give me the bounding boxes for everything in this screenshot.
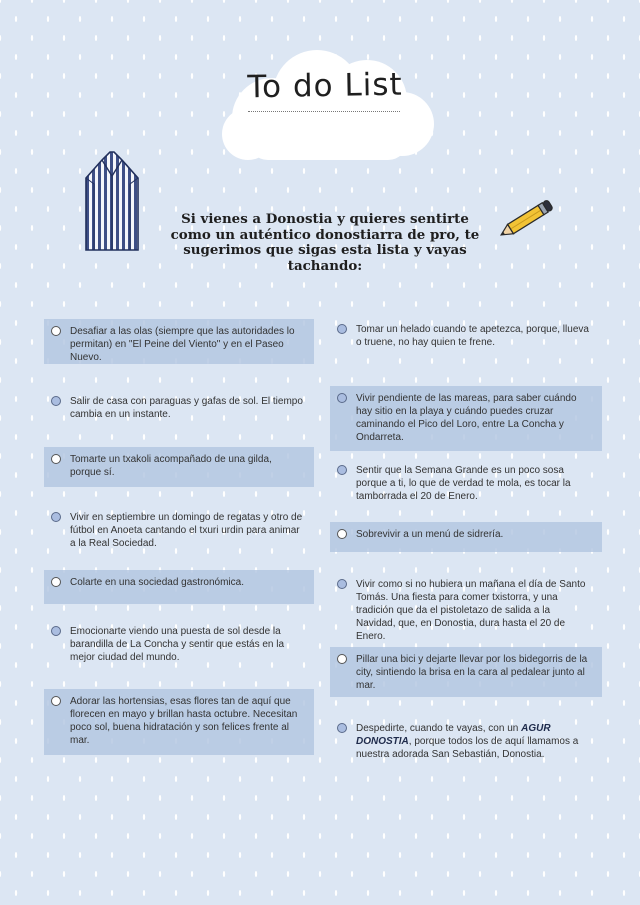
todo-item [44, 619, 314, 669]
todo-item-text: Salir de casa con paraguas y gafas de sol. El tiempo cambia en un instante. [70, 396, 303, 420]
todo-item [330, 458, 602, 508]
circle-checkbox-icon[interactable] [51, 626, 61, 636]
todo-item-text: Tomar un helado cuando te apetezca, porque, llueva o truene, no hay quien te frene. [356, 324, 589, 348]
intro-text: Si vienes a Donostia y quieres sentirte como un auténtico donostiarra de pro, te sugerimos que sigas esta lista y vayas tachando: [170, 211, 480, 274]
circle-checkbox-icon[interactable] [51, 454, 61, 464]
circle-checkbox-icon[interactable] [337, 529, 347, 539]
todo-item-text: Adorar las hortensias, esas flores tan de aquí que florecen en mayo y brillan hasta octubre. Necesitan poco sol, buena hidratación y son felices frente al mar. [70, 696, 298, 746]
circle-checkbox-icon[interactable] [51, 326, 61, 336]
todo-item [44, 389, 314, 429]
todo-item-text: Sentir que la Semana Grande es un poco sosa porque a ti, lo que de verdad te mola, es tocar la tamborrada el 20 de Enero. [356, 465, 571, 502]
todo-item-text: Vivir pendiente de las mareas, para saber cuándo hay sitio en la playa y cuándo puedes cruzar caminando el Pico del Loro, entre La Concha y Ondarreta. [356, 393, 577, 443]
page-title: To do List [247, 66, 403, 106]
circle-checkbox-icon[interactable] [337, 723, 347, 733]
pencil-icon [494, 196, 558, 244]
todo-item-text: Pillar una bici y dejarte llevar por los bidegorris de la city, sintiendo la brisa en la cara al pedalear junto al mar. [356, 654, 588, 691]
todo-item [330, 716, 602, 768]
todo-item [330, 317, 602, 357]
todo-item-text: Sobrevivir a un menú de sidrería. [356, 529, 504, 540]
circle-checkbox-icon[interactable] [51, 696, 61, 706]
circle-checkbox-icon[interactable] [51, 577, 61, 587]
todo-item-text: Desafiar a las olas (siempre que las autoridades lo permitan) en "El Peine del Viento" y en el Paseo Nuevo. [70, 326, 295, 363]
circle-checkbox-icon[interactable] [337, 324, 347, 334]
agur-donostia-highlight: AGUR DONOSTIA [356, 723, 551, 747]
todo-item [44, 570, 314, 604]
todo-item [330, 647, 602, 697]
striped-shirt-icon [80, 150, 144, 252]
todo-item-text: Vivir en septiembre un domingo de regatas y otro de fútbol en Anoeta cantando el txuri urdin para animar a la Real Sociedad. [70, 512, 303, 549]
circle-checkbox-icon[interactable] [337, 579, 347, 589]
todo-item [44, 447, 314, 487]
todo-item [330, 386, 602, 451]
todo-item [44, 319, 314, 364]
todo-item [330, 522, 602, 552]
todo-item-text: Tomarte un txakoli acompañado de una gilda, porque sí. [70, 454, 272, 478]
todo-item [44, 505, 314, 555]
todo-item [44, 689, 314, 755]
circle-checkbox-icon[interactable] [337, 465, 347, 475]
todo-item-text: Emocionarte viendo una puesta de sol desde la barandilla de La Concha y sentir que estás en la mejor ciudad del mundo. [70, 626, 285, 663]
todo-item-text: Colarte en una sociedad gastronómica. [70, 577, 244, 588]
todo-item-text: Despedirte, cuando te vayas, con un AGUR DONOSTIA, porque todos los de aquí llamamos a nuestra adorada San Sebastián, Donostia. [356, 723, 579, 760]
todo-item-text: Vivir como si no hubiera un mañana el día de Santo Tomás. Una fiesta para comer txistorra, y una tradición que da el pistoletazo de salida a la Navidad, que, en Donostia, dura hasta el 20 de Enero. [356, 579, 586, 642]
circle-checkbox-icon[interactable] [337, 654, 347, 664]
circle-checkbox-icon[interactable] [51, 512, 61, 522]
todo-item [330, 572, 602, 642]
title-underline [248, 111, 400, 112]
circle-checkbox-icon[interactable] [337, 393, 347, 403]
circle-checkbox-icon[interactable] [51, 396, 61, 406]
